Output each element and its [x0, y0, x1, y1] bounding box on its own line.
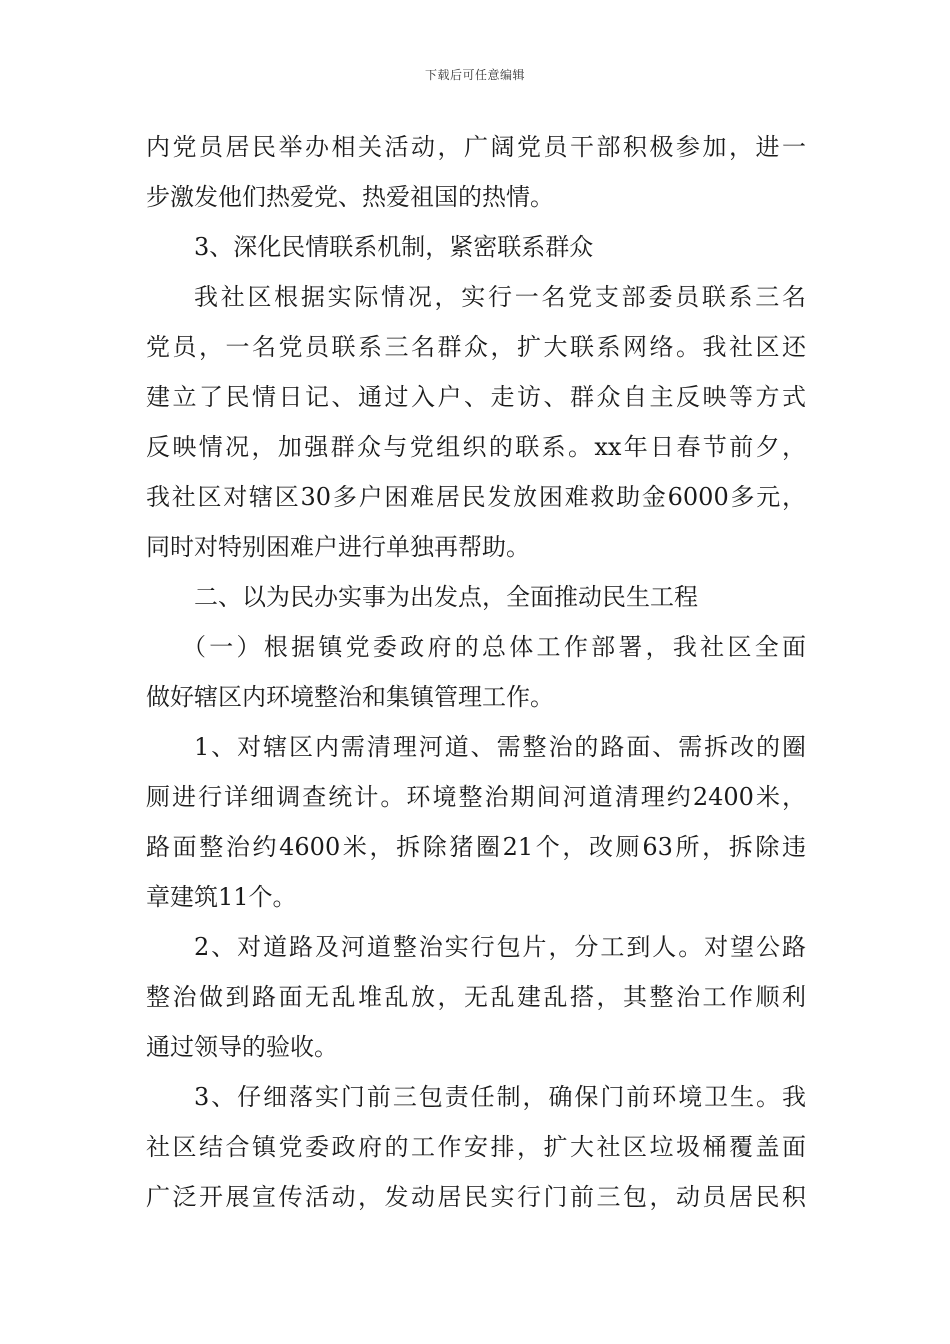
text-line: 通过领导的验收。 — [146, 1033, 338, 1061]
text-line: 路面整治约4600米，拆除猪圈21个，改厕63所，拆除违 — [146, 833, 806, 861]
text-line: 我社区根据实际情况，实行一名党支部委员联系三名 — [194, 283, 806, 311]
text-line: 我社区对辖区30多户困难居民发放困难救助金6000多元， — [146, 483, 806, 511]
text-line: 步激发他们热爱党、热爱祖国的热情。 — [146, 183, 554, 211]
text-line: 社区结合镇党委政府的工作安排，扩大社区垃圾桶覆盖面 — [146, 1133, 806, 1161]
text-line: 厕进行详细调查统计。环境整治期间河道清理约2400米， — [146, 783, 806, 811]
text-line: 做好辖区内环境整治和集镇管理工作。 — [146, 683, 554, 711]
text-line: 整治做到路面无乱堆乱放，无乱建乱搭，其整治工作顺利 — [146, 983, 806, 1011]
text-line: 内党员居民举办相关活动，广阔党员干部积极参加，进一 — [146, 133, 806, 161]
section-heading: 二、以为民办实事为出发点，全面推动民生工程 — [194, 583, 698, 611]
text-line: 党员，一名党员联系三名群众，扩大联系网络。我社区还 — [146, 333, 806, 361]
page-header: 下载后可任意编辑 — [424, 68, 525, 82]
text-line: 1、对辖区内需清理河道、需整治的路面、需拆改的圈 — [194, 733, 806, 761]
text-line: 反映情况，加强群众与党组织的联系。xx年日春节前夕， — [146, 433, 806, 461]
text-line: 同时对特别困难户进行单独再帮助。 — [146, 533, 530, 561]
text-line: （一）根据镇党委政府的总体工作部署，我社区全面 — [182, 633, 806, 661]
text-line: 2、对道路及河道整治实行包片，分工到人。对望公路 — [194, 933, 806, 961]
section-heading: 3、深化民情联系机制，紧密联系群众 — [194, 233, 594, 261]
text-line: 章建筑11个。 — [146, 883, 297, 911]
text-line: 广泛开展宣传活动，发动居民实行门前三包，动员居民积 — [146, 1183, 806, 1211]
text-line: 3、仔细落实门前三包责任制，确保门前环境卫生。我 — [194, 1083, 806, 1111]
text-line: 建立了民情日记、通过入户、走访、群众自主反映等方式 — [146, 383, 806, 411]
document-body — [146, 122, 806, 1222]
